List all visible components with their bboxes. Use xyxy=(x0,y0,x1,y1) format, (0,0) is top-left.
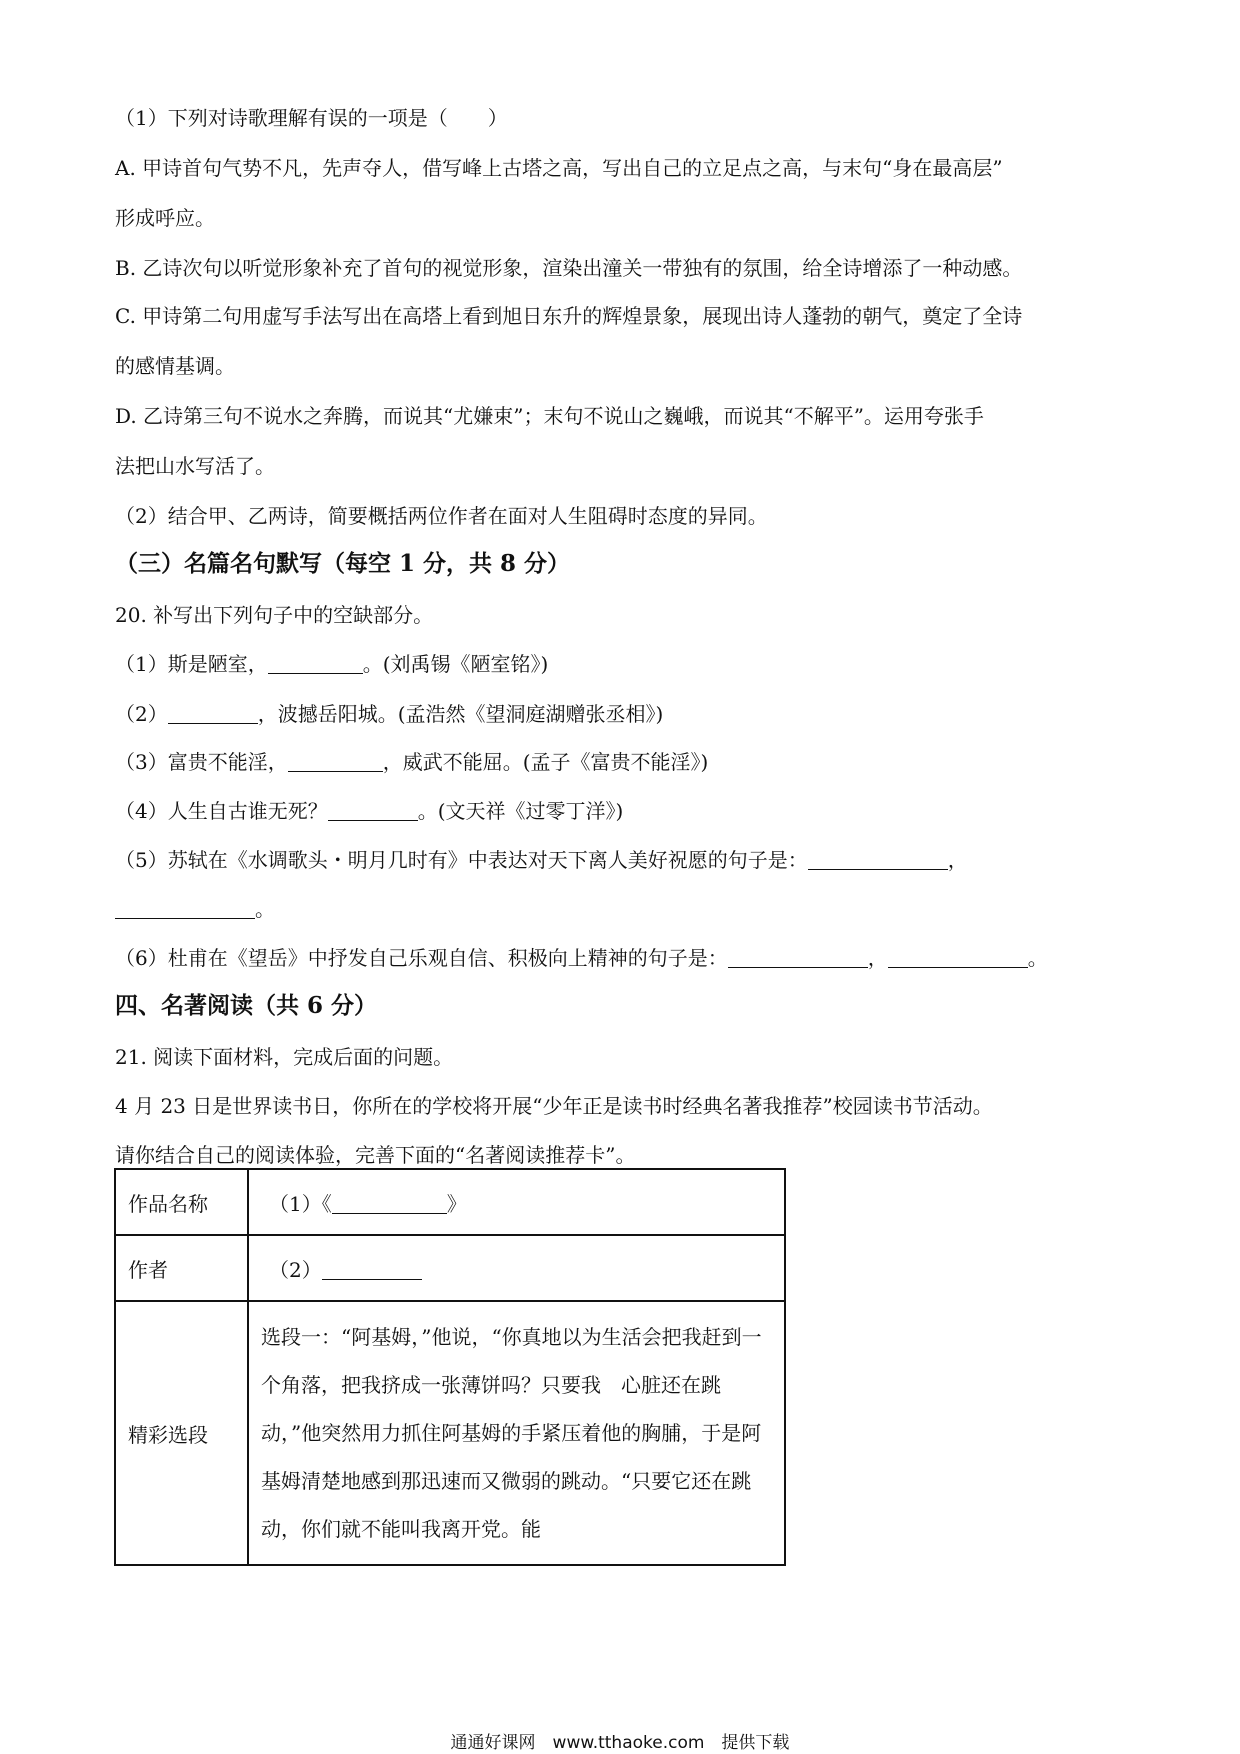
q20-stem: 20. 补写出下列句子中的空缺部分。 xyxy=(115,603,434,627)
q19-sub2: （2）结合甲、乙两诗，简要概括两位作者在面对人生阻碍时态度的异同。 xyxy=(115,504,768,528)
card-value-work xyxy=(248,1169,785,1235)
q21-intro-line1: 4 月 23 日是世界读书日，你所在的学校将开展“少年正是读书时经典名著我推荐”校园读书节活动。 xyxy=(115,1094,993,1118)
q20-3-prefix: （3）富贵不能淫， xyxy=(115,750,288,774)
q19-option-d-line1: D. 乙诗第三句不说水之奔腾，而说其“尤嫌束”；末句不说山之巍峨，而说其“不解平”。运用夸张手 xyxy=(115,404,984,428)
q19-option-d-line2: 法把山水写活了。 xyxy=(115,454,275,478)
answer-blank[interactable] xyxy=(888,947,1028,968)
answer-blank[interactable] xyxy=(332,1193,447,1214)
q19-sub1: （1）下列对诗歌理解有误的一项是（ ） xyxy=(115,106,508,130)
q20-4-prefix: （4）人生自古谁无死？ xyxy=(115,799,328,823)
q20-item-6 xyxy=(115,944,1048,972)
q19-option-b: B. 乙诗次句以听觉形象补充了首句的视觉形象，渲染出潼关一带独有的氛围，给全诗增添了一种动感。 xyxy=(115,256,1023,280)
answer-blank[interactable] xyxy=(268,653,363,674)
section3-title: （三）名篇名句默写（每空 1 分，共 8 分） xyxy=(115,550,571,577)
q20-2-suffix: ，波撼岳阳城。(孟浩然《望洞庭湖赠张丞相》) xyxy=(257,702,664,726)
q20-5-comma: ， xyxy=(947,848,968,872)
q20-4-suffix: 。(文天祥《过零丁洋》) xyxy=(417,799,624,823)
card-value-author xyxy=(248,1235,785,1301)
card-label-excerpt: 精彩选段 xyxy=(115,1301,248,1565)
q20-3-suffix: ，威武不能屈。(孟子《富贵不能淫》) xyxy=(382,750,709,774)
q20-1-prefix: （1）斯是陋室， xyxy=(115,652,268,676)
card-row-excerpt xyxy=(115,1301,785,1565)
page-footer: 通通好课网 www.tthaoke.com 提供下载 xyxy=(450,1733,790,1753)
q20-item-2 xyxy=(115,700,663,728)
author-prefix: （2） xyxy=(269,1257,322,1282)
card-excerpt-text: 选段一：“阿基姆，”他说，“你真地以为生活会把我赶到一个角落，把我挤成一张薄饼吗？只要我 心脏还在跳动，”他突然用力抓住阿基姆的手紧压着他的胸脯，于是阿基姆清楚地感到那迅速而又微弱的跳动。“只要它还在跳动，你们就不能叫我离开党。能 xyxy=(248,1301,785,1565)
q20-2-prefix: （2） xyxy=(115,702,168,726)
q19-option-c-line1: C. 甲诗第二句用虚写手法写出在高塔上看到旭日东升的辉煌景象，展现出诗人蓬勃的朝气，奠定了全诗 xyxy=(115,304,1023,328)
q20-1-suffix: 。(刘禹锡《陋室铭》) xyxy=(362,652,549,676)
q19-option-c-line2: 的感情基调。 xyxy=(115,354,235,378)
q20-5-prefix: （5）苏轼在《水调歌头・明月几时有》中表达对天下离人美好祝愿的句子是： xyxy=(115,848,808,872)
answer-blank[interactable] xyxy=(168,703,258,724)
answer-blank[interactable] xyxy=(115,898,255,919)
section4-title: 四、名著阅读（共 6 分） xyxy=(115,992,378,1019)
answer-blank[interactable] xyxy=(328,800,418,821)
q21-intro-line2: 请你结合自己的阅读体验，完善下面的“名著阅读推荐卡”。 xyxy=(115,1143,636,1167)
q19-option-a-line2: 形成呼应。 xyxy=(115,206,215,230)
answer-blank[interactable] xyxy=(808,849,948,870)
q20-item-4 xyxy=(115,797,623,825)
answer-blank[interactable] xyxy=(288,751,383,772)
work-prefix: （1）《 xyxy=(269,1191,332,1216)
q20-item-3 xyxy=(115,748,708,776)
q20-6-comma: ， xyxy=(867,946,888,970)
q21-stem: 21. 阅读下面材料，完成后面的问题。 xyxy=(115,1045,454,1069)
q19-option-a-line1: A. 甲诗首句气势不凡，先声夺人，借写峰上古塔之高，写出自己的立足点之高，与末句“身在最高层” xyxy=(115,156,1003,180)
q20-item-5-cont xyxy=(115,895,275,923)
q20-item-1 xyxy=(115,650,548,678)
recommendation-card xyxy=(114,1168,786,1566)
card-label-work: 作品名称 xyxy=(115,1169,248,1235)
answer-blank[interactable] xyxy=(322,1259,422,1280)
work-suffix: 》 xyxy=(446,1191,467,1216)
card-label-author: 作者 xyxy=(115,1235,248,1301)
q20-5-end: 。 xyxy=(255,897,275,921)
answer-blank[interactable] xyxy=(728,947,868,968)
card-row-work xyxy=(115,1169,785,1235)
card-row-author xyxy=(115,1235,785,1301)
q20-6-end: 。 xyxy=(1027,946,1048,970)
q20-item-5 xyxy=(115,846,968,874)
q20-6-prefix: （6）杜甫在《望岳》中抒发自己乐观自信、积极向上精神的句子是： xyxy=(115,946,728,970)
